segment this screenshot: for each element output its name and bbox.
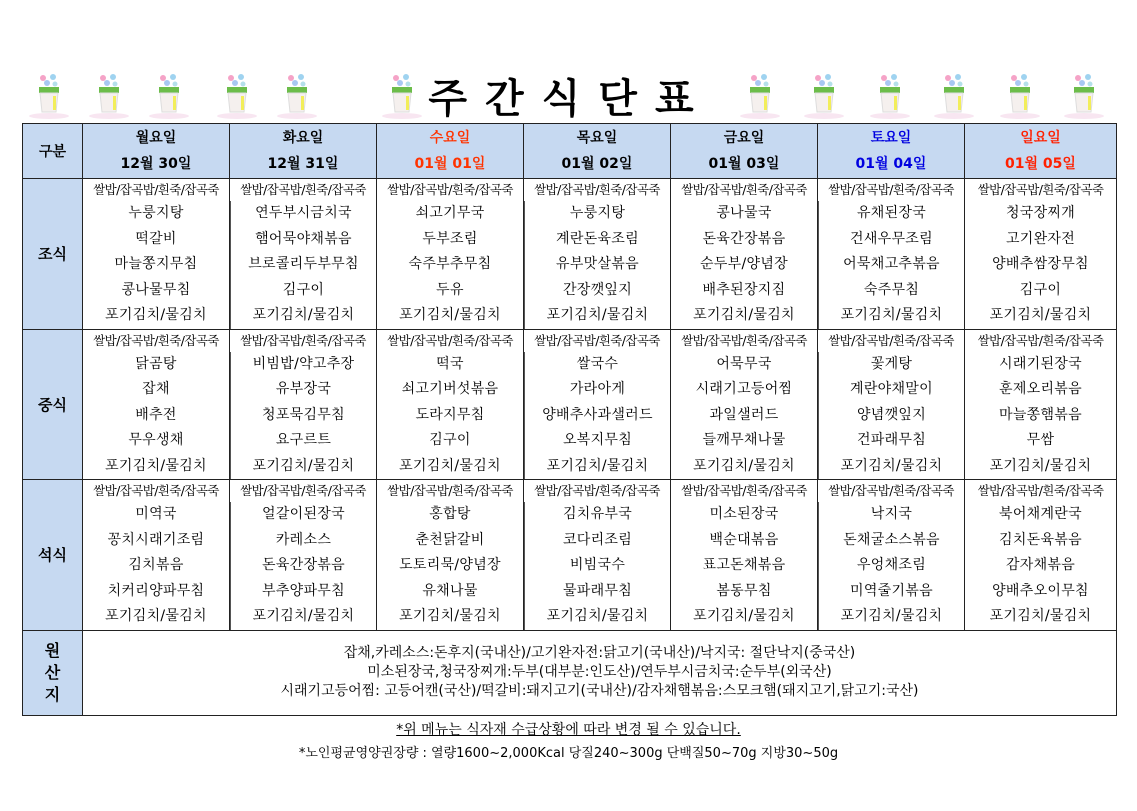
dish-item: 도라지무침 <box>415 406 485 423</box>
dish-item: 계란야채말이 <box>850 381 933 397</box>
dish-item: 포기김치/물김치 <box>252 307 355 323</box>
flower-pot-icon <box>275 72 319 120</box>
dish-list <box>965 352 1116 480</box>
day-header <box>818 124 965 179</box>
flower-pot-icon <box>932 72 976 120</box>
dish-item: 브로콜리두부무침 <box>248 256 359 272</box>
day-name: 토요일 <box>870 130 912 146</box>
dish-item: 백순대볶음 <box>709 531 779 548</box>
dish-item: 마늘쫑햄볶음 <box>999 406 1082 423</box>
dish-item: 돈육간장볶음 <box>262 557 345 573</box>
dish-item: 봄동무침 <box>716 582 772 599</box>
meal-label: 조식 <box>23 179 83 330</box>
day-menu-cell <box>965 480 1117 631</box>
dish-item: 햄어묵야채볶음 <box>255 230 352 247</box>
day-menu-cell <box>377 329 524 480</box>
origin-label <box>23 630 83 715</box>
dish-item: 미소된장국 <box>709 506 779 522</box>
footer-notes <box>0 718 1137 766</box>
rice-options: 쌀밥/잡곡밥/흰죽/잡곡죽 <box>681 332 807 348</box>
day-date: 12월 31일 <box>267 156 339 172</box>
dish-item: 미역국 <box>135 506 177 522</box>
dish-item: 포기김치/물김치 <box>693 608 795 624</box>
dish-item: 꽁치시래기조림 <box>107 531 205 548</box>
dish-item: 우엉채조림 <box>856 557 927 573</box>
dish-list <box>377 201 523 329</box>
dish-list <box>230 201 376 329</box>
change-notice: *위 메뉴는 식자재 수급상황에 따라 변경 될 수 있습니다. <box>396 722 741 738</box>
rice-options: 쌀밥/잡곡밥/흰죽/잡곡죽 <box>93 182 219 197</box>
dish-item: 포기김치/물김치 <box>105 457 207 474</box>
dish-item: 닭곰탕 <box>135 355 177 372</box>
dish-item: 포기김치/물김치 <box>989 457 1092 474</box>
meal-label: 중식 <box>23 329 83 480</box>
dish-item: 배추된장지짐 <box>702 281 786 298</box>
flower-pot-icon <box>87 72 131 120</box>
day-date: 12월 30일 <box>120 156 192 172</box>
dish-item: 포기김치/물김치 <box>840 307 943 323</box>
dish-list <box>83 201 229 329</box>
day-menu-cell <box>377 480 524 631</box>
day-header <box>377 124 524 179</box>
dish-item: 두부조림 <box>422 230 478 247</box>
day-name: 금요일 <box>723 130 765 146</box>
dish-item: 포기김치/물김치 <box>693 307 795 323</box>
origin-label-char: 지 <box>44 684 61 704</box>
dish-list <box>524 201 670 329</box>
dish-item: 코다리조림 <box>562 531 633 548</box>
day-name: 목요일 <box>576 130 618 146</box>
dish-item: 건파래무침 <box>856 432 927 448</box>
origin-label-char: 산 <box>44 662 61 682</box>
rice-options: 쌀밥/잡곡밥/흰죽/잡곡죽 <box>828 332 954 348</box>
dish-item: 포기김치/물김치 <box>105 608 207 624</box>
rice-options: 쌀밥/잡곡밥/흰죽/잡곡죽 <box>977 332 1104 348</box>
dish-item: 포기김치/물김치 <box>105 307 207 323</box>
origin-row <box>23 630 1117 715</box>
dish-item: 간장깻잎지 <box>562 281 633 298</box>
dish-item: 오복지무침 <box>562 432 633 448</box>
dish-item: 돈채굴소스볶음 <box>843 531 940 548</box>
dish-item: 포기김치/물김치 <box>252 608 355 624</box>
dish-item: 가라아게 <box>569 381 626 397</box>
dish-item: 계란돈육조림 <box>556 230 639 247</box>
dish-item: 순두부/양념장 <box>700 256 788 272</box>
dish-item: 도토리묵/양념장 <box>399 557 501 573</box>
flower-pot-icon <box>802 72 846 120</box>
day-header <box>671 124 818 179</box>
dish-item: 유부장국 <box>275 381 332 397</box>
rice-options: 쌀밥/잡곡밥/흰죽/잡곡죽 <box>534 332 660 348</box>
weekly-menu-table <box>22 123 1117 716</box>
dish-item: 양배추쌈장무침 <box>992 256 1089 272</box>
dish-item: 무우생채 <box>128 432 184 448</box>
flower-pot-icon <box>215 72 259 120</box>
dish-item: 포기김치/물김치 <box>989 608 1092 624</box>
dish-item: 낙지국 <box>870 506 913 522</box>
dish-item: 들깨무채나물 <box>702 432 786 448</box>
dish-item: 감자채볶음 <box>1005 557 1076 573</box>
dish-item: 잡채 <box>142 381 170 397</box>
flower-pot-icon <box>1062 72 1106 120</box>
dish-item: 떡갈비 <box>135 230 177 247</box>
dish-item: 표고돈채볶음 <box>702 557 786 573</box>
dish-item: 콩나물무침 <box>121 281 191 298</box>
day-menu-cell <box>230 480 377 631</box>
dish-list <box>377 502 523 630</box>
rice-options: 쌀밥/잡곡밥/흰죽/잡곡죽 <box>681 483 807 498</box>
dish-item: 포기김치/물김치 <box>693 457 795 474</box>
dish-item: 얼갈이된장국 <box>262 506 345 522</box>
dish-item: 비빔밥/약고추장 <box>252 355 355 372</box>
dish-list <box>230 352 376 480</box>
day-name: 화요일 <box>282 130 324 146</box>
dish-item: 김구이 <box>282 281 325 298</box>
dish-item: 포기김치/물김치 <box>399 457 501 474</box>
day-menu-cell <box>671 329 818 480</box>
dish-list <box>671 201 817 329</box>
dish-item: 건새우무조림 <box>850 230 933 247</box>
dish-item: 비빔국수 <box>569 557 626 573</box>
dish-list <box>377 352 523 480</box>
day-menu-cell <box>83 480 230 631</box>
dish-item: 치커리양파무침 <box>107 582 205 599</box>
rice-options: 쌀밥/잡곡밥/흰죽/잡곡죽 <box>240 332 366 348</box>
rice-options: 쌀밥/잡곡밥/흰죽/잡곡죽 <box>93 332 219 348</box>
day-menu-cell <box>83 329 230 480</box>
dish-item: 누룽지탕 <box>569 205 626 221</box>
dish-item: 마늘쫑지무침 <box>114 256 198 272</box>
dish-list <box>83 502 229 630</box>
dish-item: 포기김치/물김치 <box>252 457 355 474</box>
rice-options: 쌀밥/잡곡밥/흰죽/잡곡죽 <box>681 182 807 197</box>
nutrition-guideline: *노인평균영양권장량 : 열량1600~2,000Kcal 당질240~300g 단백질50~70g 지방30~50g <box>298 746 839 761</box>
dish-item: 연두부시금치국 <box>255 205 352 221</box>
day-name: 일요일 <box>1020 130 1061 146</box>
rice-options: 쌀밥/잡곡밥/흰죽/잡곡죽 <box>240 182 366 197</box>
dish-item: 김치볶음 <box>128 557 184 573</box>
rice-options: 쌀밥/잡곡밥/흰죽/잡곡죽 <box>387 182 513 197</box>
dish-item: 요구르트 <box>275 432 332 448</box>
day-menu-cell <box>965 329 1117 480</box>
dish-item: 김구이 <box>1019 281 1062 298</box>
origin-line: 미소된장국,청국장찌개:두부(대부분:인도산)/연두부시금치국:순두부(외국산) <box>367 664 832 680</box>
day-name: 월요일 <box>135 130 177 146</box>
flower-pot-icon <box>738 72 782 120</box>
dish-item: 포기김치/물김치 <box>399 608 501 624</box>
dish-item: 누룽지탕 <box>128 205 184 221</box>
dish-list <box>965 502 1116 630</box>
dish-list <box>671 352 817 480</box>
day-menu-cell <box>818 179 965 330</box>
day-menu-cell <box>524 480 671 631</box>
dish-item: 유채된장국 <box>856 205 927 221</box>
day-date: 01월 05일 <box>1005 156 1076 172</box>
rice-options: 쌀밥/잡곡밥/흰죽/잡곡죽 <box>828 483 954 498</box>
rice-options: 쌀밥/잡곡밥/흰죽/잡곡죽 <box>828 182 954 197</box>
dish-item: 김치돈육볶음 <box>999 531 1082 548</box>
dish-item: 돈육간장볶음 <box>702 230 786 247</box>
dish-item: 포기김치/물김치 <box>840 457 943 474</box>
rice-options: 쌀밥/잡곡밥/흰죽/잡곡죽 <box>534 182 660 197</box>
rice-options: 쌀밥/잡곡밥/흰죽/잡곡죽 <box>387 332 513 348</box>
dish-item: 양배추사과샐러드 <box>542 406 653 423</box>
dish-list <box>818 352 964 480</box>
meal-row <box>23 329 1117 480</box>
dish-item: 시래기고등어찜 <box>695 381 793 397</box>
dish-item: 북어채계란국 <box>999 506 1082 522</box>
dish-item: 유부맛살볶음 <box>556 256 639 272</box>
dish-item: 포기김치/물김치 <box>989 307 1092 323</box>
day-menu-cell <box>230 179 377 330</box>
dish-item: 춘천닭갈비 <box>415 531 485 548</box>
dish-list <box>83 352 229 480</box>
day-menu-cell <box>671 480 818 631</box>
dish-item: 포기김치/물김치 <box>546 307 649 323</box>
day-date: 01월 03일 <box>708 156 780 172</box>
dish-list <box>671 502 817 630</box>
dish-item: 김치유부국 <box>562 506 633 522</box>
meal-label: 석식 <box>23 480 83 631</box>
dish-list <box>524 352 670 480</box>
rice-options: 쌀밥/잡곡밥/흰죽/잡곡죽 <box>534 483 660 498</box>
dish-item: 포기김치/물김치 <box>546 457 649 474</box>
dish-item: 카레소스 <box>275 531 332 548</box>
dish-item: 숙주부추무침 <box>408 256 492 272</box>
day-menu-cell <box>524 329 671 480</box>
dish-list <box>230 502 376 630</box>
day-menu-cell <box>818 480 965 631</box>
dish-list <box>524 502 670 630</box>
dish-item: 청포묵김무침 <box>262 406 345 423</box>
dish-item: 훈제오리볶음 <box>999 381 1082 397</box>
day-name: 수요일 <box>429 130 471 146</box>
day-header <box>83 124 230 179</box>
rice-options: 쌀밥/잡곡밥/흰죽/잡곡죽 <box>977 182 1104 197</box>
meal-row <box>23 179 1117 330</box>
dish-item: 어묵채고추볶음 <box>843 256 940 272</box>
day-menu-cell <box>965 179 1117 330</box>
dish-item: 무쌈 <box>1026 432 1055 448</box>
flower-pot-icon <box>380 72 424 120</box>
rice-options: 쌀밥/잡곡밥/흰죽/잡곡죽 <box>387 483 513 498</box>
dish-list <box>965 201 1116 329</box>
day-date: 01월 01일 <box>414 156 486 172</box>
corner-label: 구분 <box>23 124 83 179</box>
dish-item: 양배추오이무침 <box>992 582 1089 599</box>
origin-line: 시래기고등어찜: 고등어캔(국산)/떡갈비:돼지고기(국내산)/감자채햄볶음:스모크햄(돼지고기,닭고기:국산) <box>280 683 919 699</box>
dish-item: 고기완자전 <box>1005 230 1076 247</box>
dish-item: 김구이 <box>429 432 471 448</box>
dish-item: 포기김치/물김치 <box>546 608 649 624</box>
page-title: 주간식단표 <box>428 76 712 122</box>
dish-item: 꽃게탕 <box>870 355 913 372</box>
flower-pot-icon <box>868 72 912 120</box>
origin-line: 잡채,카레소스:돈후지(국내산)/고기완자전:닭고기(국내산)/낙지국: 절단낙지(중국산) <box>343 645 856 661</box>
dish-list <box>818 502 964 630</box>
day-menu-cell <box>83 179 230 330</box>
day-header <box>230 124 377 179</box>
meal-row <box>23 480 1117 631</box>
dish-item: 물파래무침 <box>562 582 633 599</box>
dish-item: 부추양파무침 <box>262 582 345 599</box>
day-menu-cell <box>524 179 671 330</box>
dish-item: 배추전 <box>135 406 177 423</box>
day-header <box>965 124 1117 179</box>
dish-item: 포기김치/물김치 <box>399 307 501 323</box>
origin-label-char: 원 <box>44 640 61 660</box>
day-menu-cell <box>818 329 965 480</box>
dish-item: 쌀국수 <box>576 355 619 372</box>
day-menu-cell <box>230 329 377 480</box>
dish-item: 포기김치/물김치 <box>840 608 943 624</box>
rice-options: 쌀밥/잡곡밥/흰죽/잡곡죽 <box>977 483 1104 498</box>
dish-item: 숙주무침 <box>863 281 920 298</box>
rice-options: 쌀밥/잡곡밥/흰죽/잡곡죽 <box>240 483 366 498</box>
flower-pot-icon <box>27 72 71 120</box>
dish-item: 청국장찌개 <box>1005 205 1076 221</box>
dish-item: 쇠고기무국 <box>415 205 485 221</box>
dish-item: 두유 <box>436 281 464 298</box>
dish-item: 쇠고기버섯볶음 <box>401 381 499 397</box>
dish-item: 과일샐러드 <box>709 406 779 423</box>
dish-list <box>818 201 964 329</box>
day-menu-cell <box>671 179 818 330</box>
dish-item: 시래기된장국 <box>999 355 1082 372</box>
dish-item: 콩나물국 <box>716 205 772 221</box>
day-menu-cell <box>377 179 524 330</box>
dish-item: 홍합탕 <box>429 506 471 522</box>
dish-item: 미역줄기볶음 <box>850 582 933 599</box>
dish-item: 유채나물 <box>422 582 478 599</box>
dish-item: 어묵무국 <box>716 355 772 372</box>
dish-item: 양념깻잎지 <box>856 406 927 423</box>
rice-options: 쌀밥/잡곡밥/흰죽/잡곡죽 <box>93 483 219 498</box>
day-header <box>524 124 671 179</box>
day-date: 01월 02일 <box>561 156 633 172</box>
flower-pot-icon <box>998 72 1042 120</box>
header-row <box>23 124 1117 179</box>
dish-item: 떡국 <box>436 355 464 372</box>
day-date: 01월 04일 <box>855 156 927 172</box>
origin-info <box>83 630 1117 715</box>
flower-pot-icon <box>147 72 191 120</box>
